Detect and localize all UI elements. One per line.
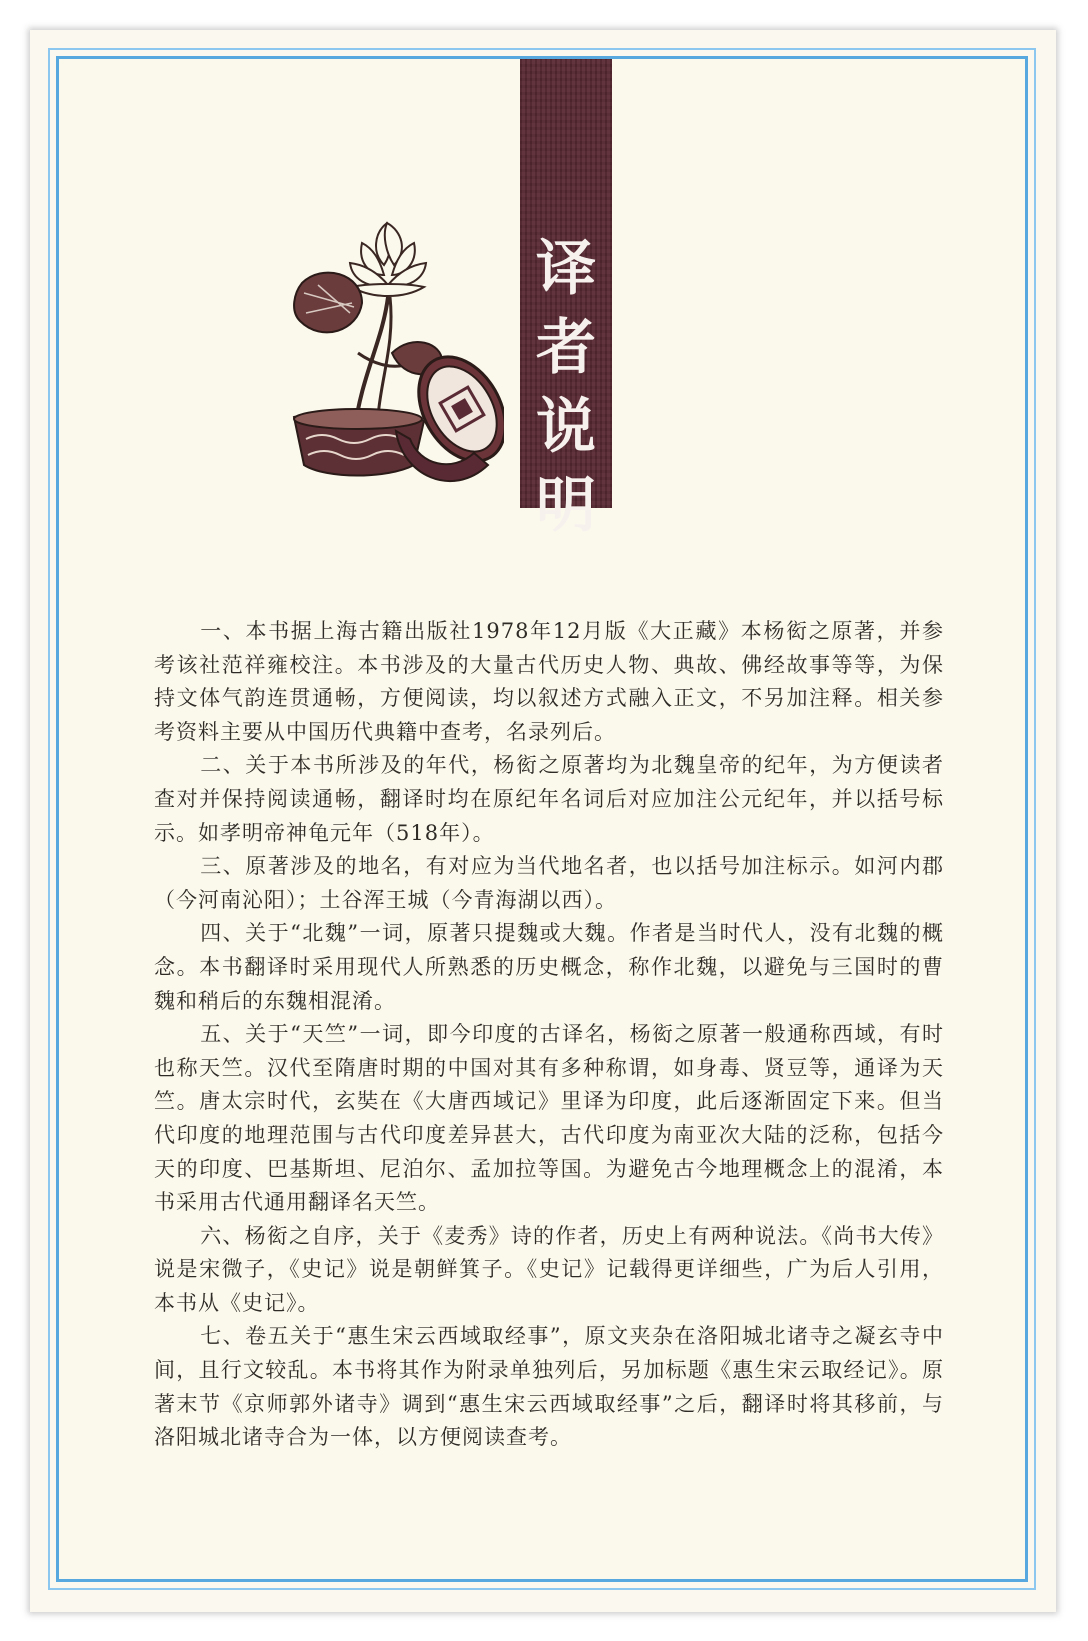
title-char: 者 bbox=[536, 313, 596, 383]
title-banner bbox=[520, 59, 612, 541]
preface-paragraph: 三、原著涉及的地名，有对应为当代地名者，也以括号加注标示。如河内郡（今河南沁阳）；土谷浑王城（今青海湖以西）。 bbox=[154, 854, 944, 912]
title-char: 说 bbox=[536, 392, 596, 462]
preface-paragraph: 一、本书据上海古籍出版社1978年12月版《大正藏》本杨衒之原著，并参考该社范祥雍校注。本书涉及的大量古代历史人物、典故、佛经故事等等，为保持文体气韵连贯通畅，方便阅读，均以叙述方式融入正文，不另加注释。相关参考资料主要从中国历代典籍中查考，名录列后。 bbox=[154, 619, 944, 744]
title-char: 明 bbox=[536, 471, 596, 541]
lotus-and-lidded-box-icon bbox=[292, 203, 504, 503]
preface-paragraph: 七、卷五关于“惠生宋云西域取经事”，原文夹杂在洛阳城北诸寺之凝玄寺中间，且行文较乱。本书将其作为附录单独列后，另加标题《惠生宋云取经记》。原著末节《京师郭外诸寺》调到“惠生宋云西域取经事”之后，翻译时将其移前，与洛阳城北诸寺合为一体，以方便阅读查考。 bbox=[154, 1324, 944, 1450]
preface-paragraph: 二、关于本书所涉及的年代，杨衒之原著均为北魏皇帝的纪年，为方便读者查对并保持阅读通畅，翻译时均在原纪年名词后对应加注公元纪年，并以括号标示。如孝明帝神龟元年（518年）。 bbox=[154, 753, 944, 845]
preface-paragraph: 五、关于“天竺”一词，即今印度的古译名，杨衒之原著一般通称西域，有时也称天竺。汉代至隋唐时期的中国对其有多种称谓，如身毒、贤豆等，通译为天竺。唐太宗时代，玄奘在《大唐西域记》里译为印度，此后逐渐固定下来。但当代印度的地理范围与古代印度差异甚大，古代印度为南亚次大陆的泛称，包括今天的印度、巴基斯坦、尼泊尔、孟加拉等国。为避免古今地理概念上的混淆，本书采用古代通用翻译名天竺。 bbox=[154, 1022, 944, 1215]
preface-paragraph: 四、关于“北魏”一词，原著只提魏或大魏。作者是当时代人，没有北魏的概念。本书翻译时采用现代人所熟悉的历史概念，称作北魏，以避免与三国时的曹魏和稍后的东魏相混淆。 bbox=[154, 921, 944, 1013]
preface-body bbox=[154, 615, 944, 1455]
title-char: 译 bbox=[536, 234, 596, 304]
preface-paragraph: 六、杨衒之自序，关于《麦秀》诗的作者，历史上有两种说法。《尚书大传》说是宋微子，《史记》说是朝鲜箕子。《史记》记载得更详细些，广为后人引用，本书从《史记》。 bbox=[154, 1223, 944, 1315]
